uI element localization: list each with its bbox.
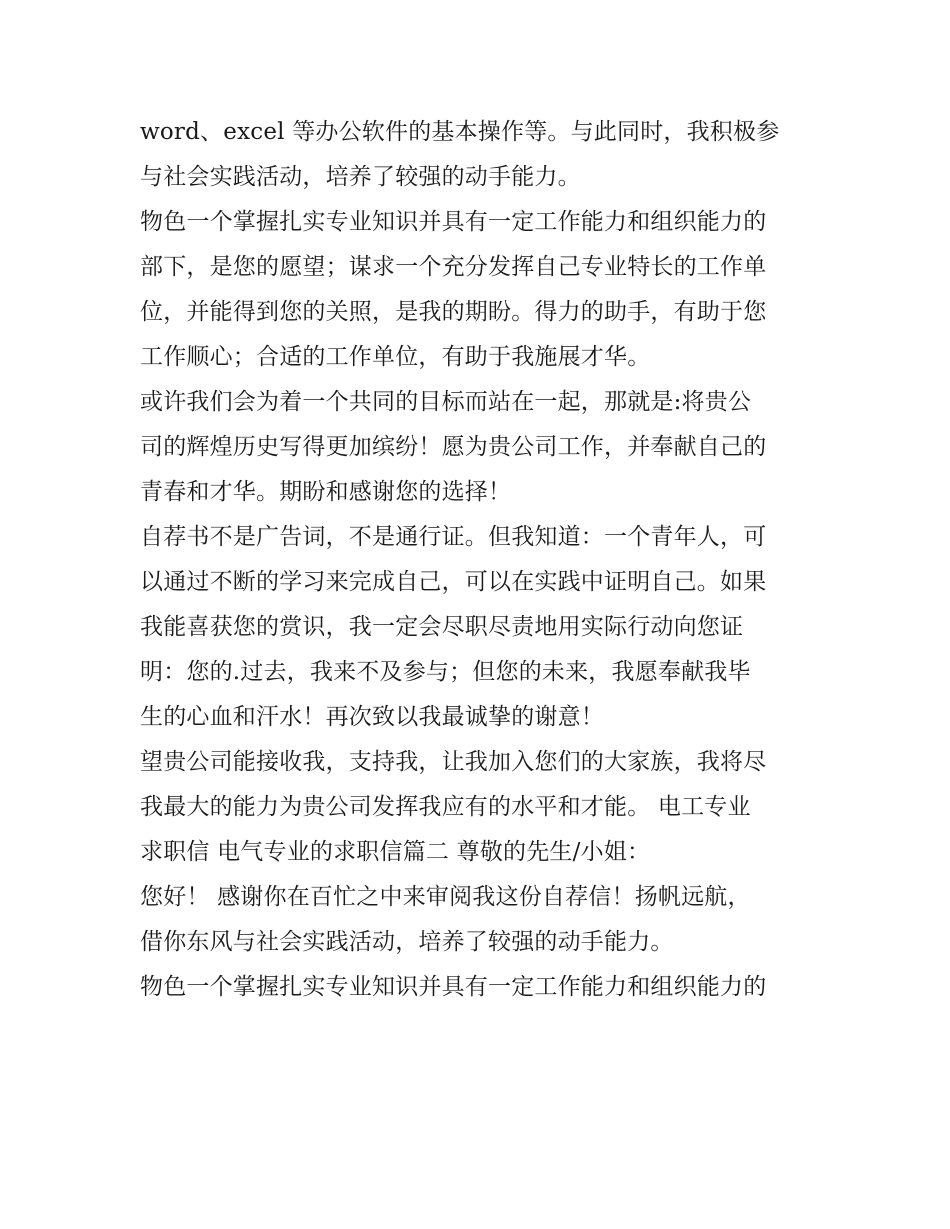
text-line: 或许我们会为着一个共同的目标而站在一起，那就是:将贵公 — [140, 389, 752, 415]
text-line: 我能喜获您的赏识，我一定会尽职尽责地用实际行动向您证 — [140, 614, 744, 640]
text-line: 求职信 电气专业的求职信篇二 尊敬的先生/小姐： — [140, 839, 651, 865]
text-line: 望贵公司能接收我，支持我，让我加入您们的大家族，我将尽 — [140, 749, 767, 775]
text-line: 物色一个掌握扎实专业知识并具有一定工作能力和组织能力的 — [140, 974, 767, 1000]
text-line: 您好！ 感谢你在百忙之中来审阅我这份自荐信！扬帆远航， — [140, 884, 751, 910]
text-line: 物色一个掌握扎实专业知识并具有一定工作能力和组织能力的 — [140, 209, 767, 235]
text-line: 与社会实践活动，培养了较强的动手能力。 — [140, 164, 581, 190]
text-line: 位，并能得到您的关照，是我的期盼。得力的助手，有助于您 — [140, 299, 767, 325]
text-line: 青春和才华。期盼和感谢您的选择！ — [140, 479, 512, 505]
text-line: 部下，是您的愿望；谋求一个充分发挥自己专业特长的工作单 — [140, 254, 767, 280]
text-line: 以通过不断的学习来完成自己，可以在实践中证明自己。如果 — [140, 569, 767, 595]
text-line: word、excel 等办公软件的基本操作等。与此同时，我积极参 — [140, 119, 780, 145]
text-line: 生的心血和汗水！再次致以我最诚挚的谢意！ — [140, 704, 604, 730]
text-line: 借你东风与社会实践活动，培养了较强的动手能力。 — [140, 929, 674, 955]
text-line: 工作顺心；合适的工作单位，有助于我施展才华。 — [140, 344, 651, 370]
text-line: 司的辉煌历史写得更加缤纷！愿为贵公司工作，并奉献自己的 — [140, 434, 767, 460]
body-text — [140, 110, 820, 1010]
text-line: 明：您的.过去，我来不及参与；但您的未来，我愿奉献我毕 — [140, 659, 751, 685]
text-line: 自荐书不是广告词，不是通行证。但我知道：一个青年人，可 — [140, 524, 767, 550]
text-line: 我最大的能力为贵公司发挥我应有的水平和才能。 电工专业 — [140, 794, 751, 820]
